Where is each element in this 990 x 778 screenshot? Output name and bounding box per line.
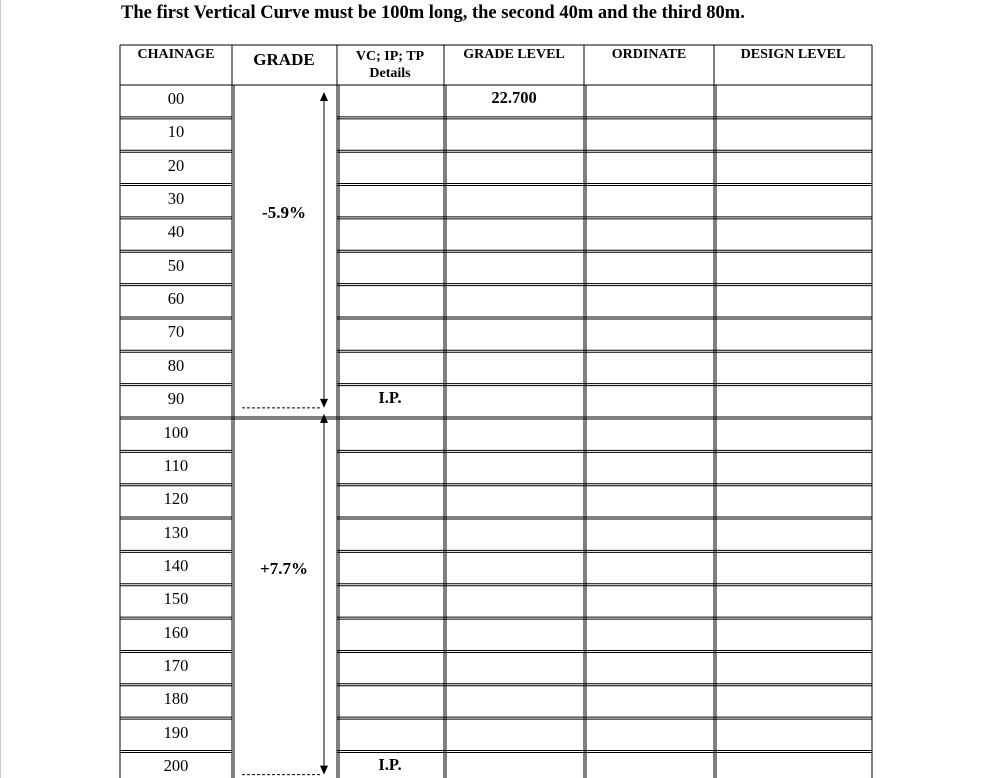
chainage-cell: 90 bbox=[167, 389, 185, 409]
chainage-cell: 100 bbox=[163, 422, 189, 442]
header-grade: GRADE bbox=[253, 50, 315, 69]
chainage-cell: 140 bbox=[163, 555, 189, 575]
page-title: The first Vertical Curve must be 100m long, the second 40m and the third 80m. bbox=[121, 3, 745, 23]
chainage-cell: 190 bbox=[163, 722, 189, 742]
header-design-level: DESIGN LEVEL bbox=[740, 47, 846, 62]
chainage-cell: 200 bbox=[163, 756, 189, 775]
chainage-cell: 170 bbox=[163, 655, 189, 675]
chainage-cell: 160 bbox=[163, 622, 189, 642]
chainage-cell: 60 bbox=[167, 289, 185, 309]
grade-arrow-head-up-second bbox=[320, 414, 328, 423]
chainage-cell: 20 bbox=[167, 155, 185, 175]
header-vc-line2: Details bbox=[369, 66, 411, 81]
chainage-cell: 40 bbox=[167, 222, 185, 242]
grade-arrow-head-down-second bbox=[320, 766, 328, 775]
chainage-cell: 120 bbox=[163, 489, 189, 509]
ip-label-first: I.P. bbox=[378, 388, 402, 407]
chainage-cell: 50 bbox=[167, 255, 185, 275]
header-vc-ip-tp bbox=[356, 48, 424, 82]
header-vc-line1: VC; IP; TP bbox=[355, 49, 425, 64]
grade-arrow-head-up-first bbox=[320, 92, 328, 101]
chainage-cell: 70 bbox=[167, 322, 185, 342]
chainage-cell: 80 bbox=[167, 355, 185, 375]
header-ordinate: ORDINATE bbox=[611, 47, 687, 62]
chainage-cell: 180 bbox=[163, 689, 189, 709]
chainage-cell: 10 bbox=[167, 122, 185, 142]
header-chainage: CHAINAGE bbox=[137, 47, 215, 62]
chainage-cell: 00 bbox=[167, 89, 185, 108]
grade-level-start-value: 22.700 bbox=[491, 88, 537, 107]
grade-value-first: -5.9% bbox=[262, 203, 306, 222]
chainage-cell: 30 bbox=[167, 189, 185, 209]
chainage-cell: 110 bbox=[163, 455, 189, 475]
grade-arrow-head-down-first bbox=[320, 399, 328, 408]
grade-value-second: +7.7% bbox=[260, 559, 308, 578]
chainage-cell: 150 bbox=[163, 589, 189, 609]
chainage-cell: 130 bbox=[163, 522, 189, 542]
ip-label-second: I.P. bbox=[378, 755, 402, 774]
header-grade-level: GRADE LEVEL bbox=[463, 47, 565, 62]
